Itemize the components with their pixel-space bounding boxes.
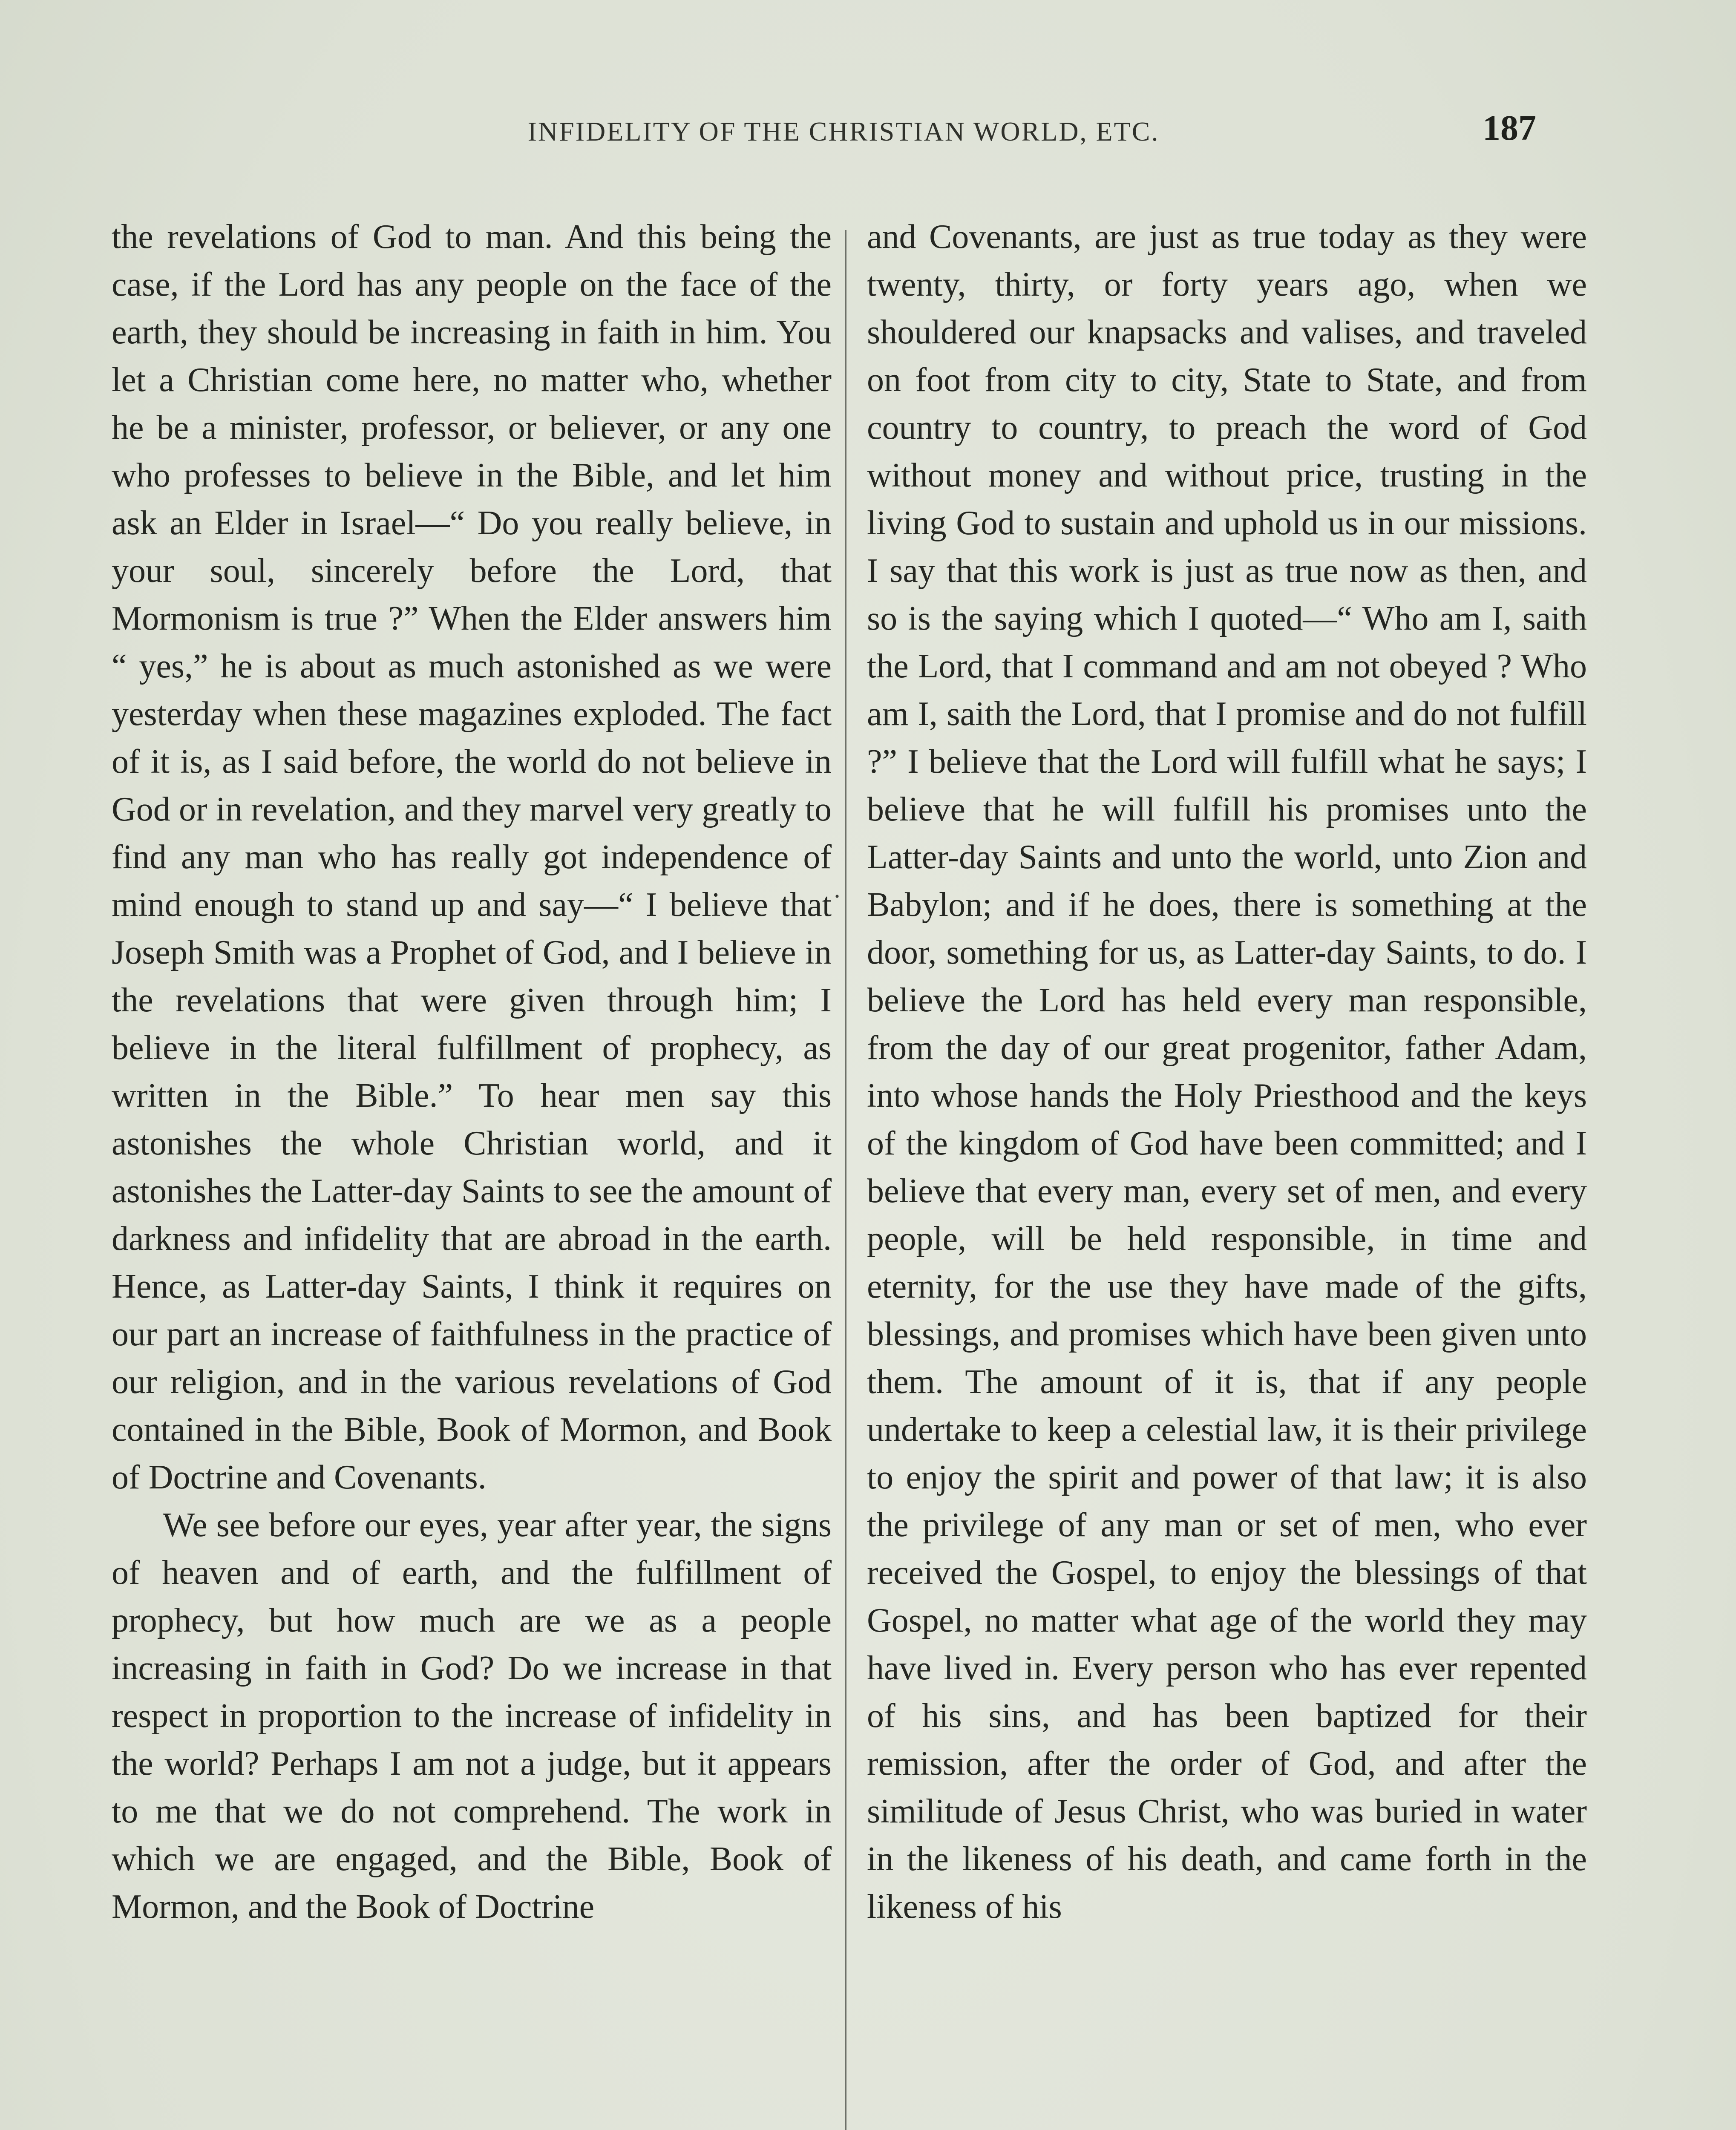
column-divider [845, 230, 846, 2130]
running-head: INFIDELITY OF THE CHRISTIAN WORLD, ETC. [527, 116, 1160, 147]
left-column [112, 213, 832, 2130]
right-paragraph-1: and Covenants, are just as true today as they were twenty, thirty, or forty years ago, when we shouldered our knapsacks and valises, and traveled on foot from city to city, State to State, and from country to country, to preach the word of God without money and without price, trusting in the living God to sustain and uphold us in our missions. I say that this work is just as true now as then, and so is the saying which I quoted—“ Who am I, saith the Lord, that I command and am not obeyed ? Who am I, saith the Lord, that I promise and do not fulfill ?” I believe that the Lord will fulfill what he says; I believe that he will fulfill his promises unto the Latter-day Saints and unto the world, unto Zion and Babylon; and if he does, there is something at the door, something for us, as Latter-day Saints, to do. I believe the Lord has held every man responsible, from the day of our great progenitor, father Adam, into whose hands the Holy Priesthood and the keys of the kingdom of God have been committed; and I believe that every man, every set of men, and every people, will be held responsible, in time and eternity, for the use they have made of the gifts, blessings, and promises which have been given unto them. The amount of it is, that if any people undertake to keep a celestial law, it is their privilege to enjoy the spirit and power of that law; it is also the privilege of any man or set of men, who ever received the Gospel, to enjoy the blessings of that Gospel, no matter what age of the world they may have lived in. Every person who has ever repented of his sins, and has been baptized for their remission, after the order of God, and after the similitude of Jesus Christ, who was buried in water in the likeness of his death, and came forth in the likeness of his [867, 218, 1587, 1926]
margin-mark: · [833, 882, 841, 910]
left-paragraph-2: We see before our eyes, year after year, the signs of heaven and of earth, and the fulfillment of prophecy, but how much are we as a people increasing in faith in God? Do we increase in that respect in proportion to the increase of infidelity in the world? Perhaps I am not a judge, but it appears to me that we do not comprehend. The work in which we are engaged, and the Bible, Book of Mormon, and the Book of Doctrine [112, 1506, 832, 1926]
page-number: 187 [1483, 108, 1536, 148]
right-column [867, 213, 1587, 2130]
left-paragraph-1: the revelations of God to man. And this being the case, if the Lord has any people on the face of the earth, they should be increasing in faith in him. You let a Christian come here, no matter who, whether he be a minister, professor, or believer, or any one who professes to believe in the Bible, and let him ask an Elder in Israel—“ Do you really believe, in your soul, sincerely before the Lord, that Mormonism is true ?” When the Elder answers him “ yes,” he is about as much astonished as we were yesterday when these magazines exploded. The fact of it is, as I said before, the world do not believe in God or in revelation, and they marvel very greatly to find any man who has really got independence of mind enough to stand up and say—“ I believe that Joseph Smith was a Prophet of God, and I believe in the revelations that were given through him; I believe in the literal fulfillment of prophecy, as written in the Bible.” To hear men say this astonishes the whole Christian world, and it astonishes the Latter-day Saints to see the amount of darkness and infidelity that are abroad in the earth. Hence, as Latter-day Saints, I think it requires on our part an increase of faithfulness in the practice of our religion, and in the various revelations of God contained in the Bible, Book of Mormon, and Book of Doctrine and Covenants. [112, 218, 832, 1496]
